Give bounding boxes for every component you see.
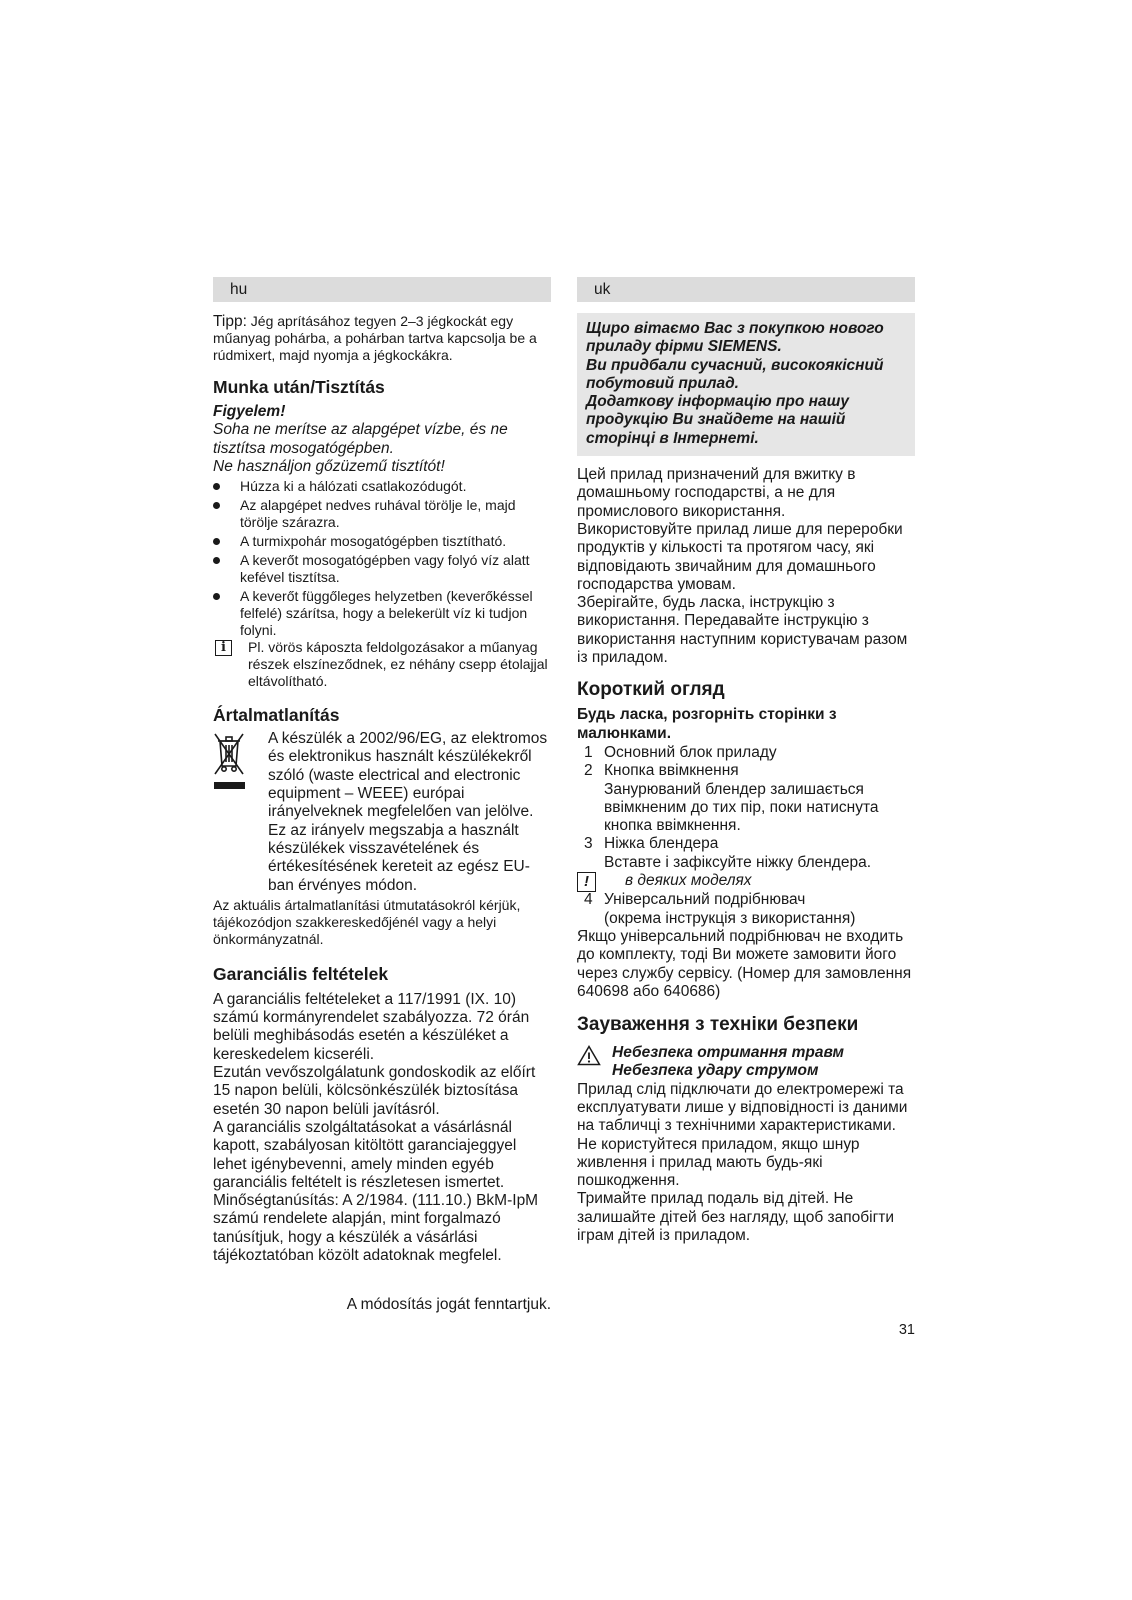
list-item: 2 Кнопка ввімкнення Занурюваний блендер залишається ввімкненим до тих пір, поки натиснута кнопка ввімкнення. <box>584 762 879 835</box>
list-item: 1 Основний блок приладу <box>584 743 777 761</box>
list-item: Húzza ki a hálózati csatlakozódugót. <box>213 478 551 495</box>
info-note-text: Pl. vörös káposzta feldolgozásakor a műanyag részek elszíneződnek, ez néhány csepp étolajjal eltávolítható. <box>248 639 548 690</box>
intro-paragraph-3: Зберігайте, будь ласка, інструкцію з використання. Передавайте інструкцію з використання наступним користувачам разом із приладом. <box>577 594 908 667</box>
page-number: 31 <box>898 1322 915 1338</box>
cleaning-bullet-list <box>213 478 551 639</box>
list-item: Az alapgépet nedves ruhával törölje le, majd törölje szárazra. <box>213 497 551 531</box>
safety-paragraph-3: Тримайте прилад подаль від дітей. Не залишайте дітей без нагляду, щоб запобігти іграм дітей із приладом. <box>577 1190 895 1245</box>
overview-list-cont <box>577 891 915 928</box>
language-bar-uk: uk <box>577 277 915 302</box>
intro-paragraph-1: Цей прилад призначений для вжитку в домашньому господарстві, а не для промислового використання. <box>577 466 856 520</box>
disposal-text: A készülék a 2002/96/EG, az elektromos és elektronikus használt készülékekről szóló (waste electrical and electronic equipment – WEEE) európai irányelveknek megfelelően van jelölve. Ez az irányelv megszabja a használt készülékek visszavételének és értékesítésének kereteit az egész EU-ban érvényes módon. <box>268 730 548 894</box>
tip-text: Jég aprításához tegyen 2–3 jégkockát egy műanyag pohárba, a pohárban tartva kapcsolja be a rúdmixert, majd nyomja a jégkockákra. <box>213 313 537 363</box>
chopper-note: Якщо універсальний подрібнювач не входить до комплекту, тоді Ви можете замовити його через службу сервісу. (Номер для замовлення 640698 або 640686) <box>577 927 912 1000</box>
warranty-paragraph-2: Ezután vevőszolgálatunk gondoskodik az előírt 15 napon belüli, kölcsönkészülék biztosítása esetén 30 napon belüli javításról. <box>213 1064 536 1118</box>
safety-heading: Зауваження з техніки безпеки <box>577 1014 859 1036</box>
rights-reserved: A módosítás jogát fenntartjuk. <box>346 1296 551 1314</box>
disposal-text-2: Az aktuális ártalmatlanítási útmutatásokról kérjük, tájékozódjon szakkereskedőjénél vagy a helyi önkormányzatnál. <box>213 896 521 947</box>
attention-label: Figyelem! <box>213 403 286 420</box>
safety-paragraph-2: Не користуйтеся приладом, якщо шнур живлення і прилад мають будь-які пошкодження. <box>577 1135 860 1190</box>
hungarian-column <box>213 277 551 1315</box>
warning-triangle-icon <box>577 1045 601 1066</box>
info-note <box>213 639 551 690</box>
tip-paragraph <box>213 313 551 364</box>
welcome-line: Щиро вітаємо Вас з покупкою нового приладу фірми SIEMENS. <box>586 320 884 356</box>
warranty-heading: Garanciális feltételek <box>213 963 389 984</box>
crossed-out-bin-icon <box>213 732 245 790</box>
welcome-line: Ви придбали сучасний, високоякісний побутовий прилад. <box>586 356 884 392</box>
info-icon: i <box>215 640 232 656</box>
tip-label: Tipp: <box>213 313 247 330</box>
warning-text-2: Ne használjon gőzüzemű tisztítót! <box>213 457 445 475</box>
disposal-heading: Ártalmatlanítás <box>213 705 340 726</box>
overview-heading: Короткий огляд <box>577 679 725 701</box>
welcome-box <box>577 313 915 456</box>
ukrainian-column <box>577 277 915 1245</box>
intro-paragraph-2: Використовуйте прилад лише для переробки продуктів у кількості та протягом часу, які відповідають звичайним для домашнього господарства умовам. <box>577 520 903 593</box>
model-note-text: в деяких моделях <box>625 872 752 890</box>
list-item: A keverőt függőleges helyzetben (keverőkéssel felfelé) szárítsa, hogy a belekerült víz ki tudjon folyni. <box>213 588 551 639</box>
cleaning-heading: Munka után/Tisztítás <box>213 377 385 397</box>
danger-shock: Небезпека удару струмом <box>612 1062 819 1080</box>
warranty-paragraph-1: A garanciális feltételeket a 117/1991 (IX. 10) számú kormányrendelet szabályozza. 72 órán belüli meghibásodás esetén a készüléket a kereskedelem kicseréli. <box>213 990 530 1063</box>
weee-block <box>213 730 551 895</box>
safety-paragraph-1: Прилад слід підключати до електромережі та експлуатувати лише у відповідності із даними на табличці з технічними характеристиками. <box>577 1080 908 1135</box>
list-item: 3 Ніжка блендера Вставте і зафіксуйте ніжку блендера. <box>584 835 872 871</box>
danger-injury: Небезпека отримання травм <box>612 1044 844 1062</box>
warranty-paragraph-3: A garanciális szolgáltatásokat a vásárlásnál kapott, szabályosan kitöltött garanciajeggyel lehet igénybevenni, amely minden egyéb garanciális feltételt is részletesen ismertet. Minőségtanúsítás: A 2/1984. (111.10.) BkM-IpM számú rendelete alapján, mint forgalmazó tanúsítjuk, hogy a készülék a vásárlási tájékoztatóban közölt adatoknak megfelel. <box>213 1118 539 1265</box>
language-bar-hu: hu <box>213 277 551 302</box>
warning-text-1: Soha ne merítse az alapgépet vízbe, és ne tisztítsa mosogatógépben. <box>213 421 508 457</box>
exclamation-icon: ! <box>577 872 596 892</box>
welcome-line: Додаткову інформацію про нашу продукцію Ви знайдете на нашій сторінці в Інтернеті. <box>586 393 849 447</box>
list-item: A keverőt mosogatógépben vagy folyó víz alatt kefével tisztítsa. <box>213 552 551 586</box>
overview-list <box>577 744 915 872</box>
list-item: A turmixpohár mosogatógépben tisztítható. <box>213 533 551 550</box>
overview-subheading: Будь ласка, розгорніть сторінки з малюнками. <box>577 706 837 742</box>
list-item: 4 Універсальний подрібнювач (окрема інструкція з використання) <box>584 891 856 927</box>
danger-warning <box>577 1044 915 1081</box>
model-note <box>577 872 915 890</box>
